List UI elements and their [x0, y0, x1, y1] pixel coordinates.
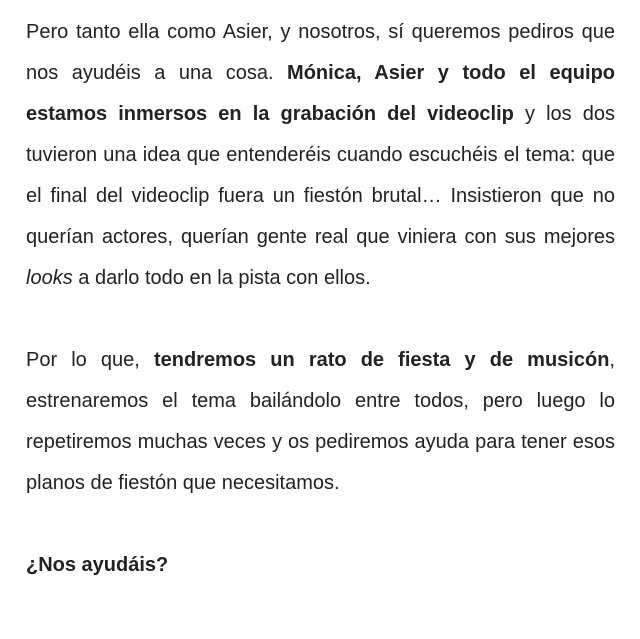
paragraph-spacer — [26, 504, 615, 545]
text-segment: a darlo todo en la pista con ellos. — [72, 267, 371, 289]
closing-question: ¿Nos ayudáis? — [26, 554, 169, 576]
paragraph-videoclip — [26, 12, 615, 299]
article-body — [26, 12, 615, 586]
paragraph-fiesta — [26, 340, 615, 504]
paragraph-spacer — [26, 299, 615, 340]
text-segment: , estrenaremos el tema bailándolo entre todos, pero luego lo repetiremos muchas veces y os pediremos ayuda para tener esos planos de fiestón que necesitamos. — [26, 349, 615, 494]
bold-highlight: tendremos un rato de fiesta y de musicón — [153, 349, 610, 371]
text-segment: y los dos tuvieron una idea que entenderéis cuando escuchéis el tema: que el final del videoclip fuera un fiestón brutal… Insistieron que no querían actores, querían gente real que viniera con sus mejores — [26, 103, 615, 248]
bold-highlight: Mónica, Asier y todo el equipo estamos inmersos en la grabación del videoclip — [26, 62, 616, 125]
paragraph-question — [26, 545, 615, 586]
text-segment: Por lo que, — [26, 349, 154, 371]
italic-word: looks — [26, 267, 73, 289]
text-segment: Pero tanto ella como Asier, y nosotros, sí queremos pediros que nos ayudéis a una cosa. — [26, 21, 615, 84]
